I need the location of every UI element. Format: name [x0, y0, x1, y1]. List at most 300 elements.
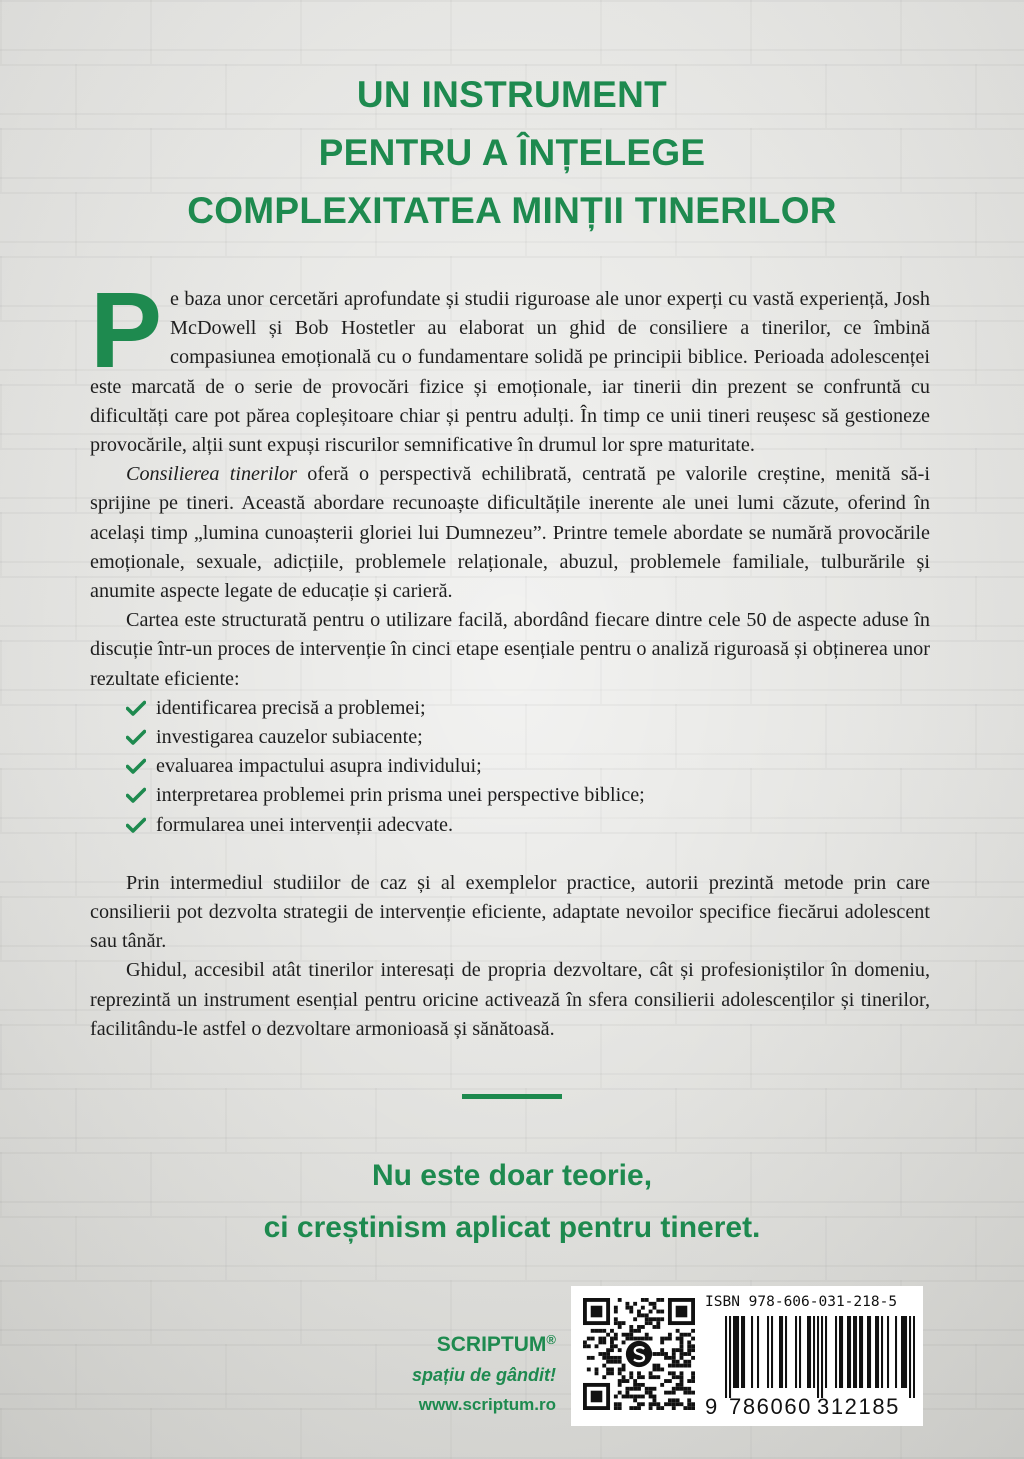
qr-module	[618, 1348, 622, 1352]
mortar-joint	[975, 320, 977, 384]
qr-module	[629, 1337, 633, 1341]
qr-module	[691, 1371, 695, 1375]
qr-module	[587, 1356, 591, 1360]
qr-module	[649, 1337, 653, 1341]
qr-module	[653, 1302, 657, 1306]
barcode-bar	[725, 1316, 727, 1398]
mortar-joint	[0, 768, 2, 832]
mortar-joint	[0, 384, 2, 448]
qr-module	[680, 1337, 684, 1341]
mortar-joint	[975, 960, 977, 1024]
barcode-bar	[905, 1316, 907, 1388]
mortar-joint	[750, 0, 752, 64]
qr-module	[645, 1391, 649, 1395]
qr-module	[625, 1333, 629, 1337]
qr-module	[637, 1371, 641, 1375]
barcode-bar	[887, 1316, 889, 1388]
qr-module	[660, 1340, 664, 1344]
qr-module	[625, 1306, 629, 1310]
qr-module	[649, 1371, 653, 1375]
steps-checklist	[90, 694, 930, 840]
qr-module	[664, 1337, 668, 1341]
barcode-bar	[729, 1316, 731, 1398]
qr-module	[625, 1395, 629, 1399]
mortar-joint	[0, 896, 2, 960]
qr-module	[641, 1402, 645, 1406]
mortar-joint	[75, 960, 77, 1024]
qr-module	[683, 1387, 687, 1391]
qr-module	[660, 1406, 664, 1410]
tagline	[0, 1150, 1024, 1254]
barcode-bar	[821, 1316, 823, 1398]
qr-module	[622, 1321, 626, 1325]
qr-module	[645, 1313, 649, 1317]
tagline-line-1: Nu este doar teorie,	[371, 1159, 653, 1192]
barcode-bar	[847, 1316, 849, 1388]
qr-module	[660, 1352, 664, 1356]
qr-module	[653, 1317, 657, 1321]
publisher-name-text: SCRIPTUM	[436, 1333, 547, 1356]
mortar-joint	[75, 448, 77, 512]
qr-module	[625, 1391, 629, 1395]
publisher-url[interactable]: www.scriptum.ro	[418, 1395, 556, 1414]
qr-module	[656, 1298, 660, 1302]
barcode-bar	[781, 1316, 783, 1388]
qr-module	[660, 1383, 664, 1387]
mortar-joint	[150, 0, 152, 64]
qr-module	[633, 1387, 637, 1391]
mortar-joint	[600, 0, 602, 64]
barcode-bar	[855, 1316, 857, 1388]
qr-module	[598, 1329, 602, 1333]
qr-module	[691, 1348, 695, 1352]
barcode-bar	[901, 1316, 903, 1388]
qr-module	[691, 1379, 695, 1383]
barcode-bar	[913, 1316, 915, 1398]
qr-module	[676, 1337, 680, 1341]
barcode-bar	[807, 1316, 809, 1388]
qr-module	[618, 1360, 622, 1364]
qr-module	[606, 1348, 610, 1352]
qr-module	[687, 1387, 691, 1391]
qr-module	[610, 1348, 614, 1352]
qr-module	[653, 1375, 657, 1379]
qr-module	[687, 1398, 691, 1402]
paragraph-3: Cartea este structurată pentru o utilizare facilă, abordând fiecare dintre cele 50 de aspecte aduse în discuție într-un proces de intervenție în cinci etape esențiale pentru o analiză riguroasă și obținerea unor rezultate eficiente:	[90, 609, 930, 690]
qr-module	[633, 1398, 637, 1402]
qr-module	[641, 1306, 645, 1310]
check-icon	[126, 700, 146, 716]
barcode-bar	[813, 1316, 815, 1388]
qr-module	[637, 1406, 641, 1410]
qr-module	[683, 1391, 687, 1395]
qr-module	[610, 1344, 614, 1348]
qr-module	[598, 1337, 602, 1341]
mortar-joint	[0, 1280, 2, 1344]
qr-module	[618, 1298, 622, 1302]
qr-module	[691, 1344, 695, 1348]
mortar-joint	[75, 576, 77, 640]
qr-module	[672, 1402, 676, 1406]
qr-module	[637, 1395, 641, 1399]
qr-module	[683, 1333, 687, 1337]
qr-module	[583, 1340, 587, 1344]
qr-module	[649, 1302, 653, 1306]
headline-line-3: COMPLEXITATEA MINȚII TINERILOR	[187, 190, 837, 231]
qr-module	[610, 1356, 614, 1360]
qr-module	[672, 1360, 676, 1364]
qr-module	[649, 1402, 653, 1406]
mortar-joint	[0, 1408, 2, 1459]
qr-module	[618, 1379, 622, 1383]
qr-module	[641, 1298, 645, 1302]
qr-module	[618, 1368, 622, 1372]
qr-module	[656, 1310, 660, 1314]
qr-finder	[591, 1306, 603, 1318]
qr-module	[610, 1360, 614, 1364]
qr-module	[691, 1406, 695, 1410]
qr-module	[633, 1337, 637, 1341]
qr-module	[583, 1344, 587, 1348]
qr-module	[595, 1371, 599, 1375]
qr-module	[649, 1317, 653, 1321]
blurb	[90, 269, 930, 1044]
qr-module	[614, 1310, 618, 1314]
barcode-bar	[809, 1316, 811, 1388]
qr-module	[656, 1368, 660, 1372]
qr-module	[591, 1356, 595, 1360]
qr-module	[614, 1402, 618, 1406]
mortar-line	[0, 1280, 1024, 1282]
qr-module	[641, 1313, 645, 1317]
paragraph-2-text: oferă o perspectivă echilibrată, centrată pe valorile creștine, menită să-i sprijine pe tineri. Această abordare recunoaște dificultățile inerente ale unei lumi căzute, oferind în același timp „lumina cunoașterii gloriei lui Dumnezeu”. Printre temele abordate se numără provocările emoționale, sexuale, adicțiile, problemele relaționale, abuzul, problemele familiale, tulburările și anumite aspecte legate de educație și carieră.	[90, 463, 930, 603]
qr-module	[680, 1402, 684, 1406]
qr-module	[668, 1398, 672, 1402]
check-icon	[126, 758, 146, 774]
qr-finder	[676, 1306, 688, 1318]
qr-module	[691, 1337, 695, 1341]
qr-module	[676, 1348, 680, 1352]
qr-module	[672, 1348, 676, 1352]
qr-module	[687, 1391, 691, 1395]
qr-module	[664, 1402, 668, 1406]
list-item-text: investigarea cauzelor subiacente;	[156, 726, 423, 749]
qr-module	[610, 1368, 614, 1372]
qr-module	[625, 1302, 629, 1306]
qr-module	[683, 1364, 687, 1368]
qr-module	[606, 1356, 610, 1360]
qr-module	[614, 1317, 618, 1321]
qr-module	[602, 1352, 606, 1356]
barcode-bar	[751, 1316, 753, 1388]
qr-module	[649, 1375, 653, 1379]
mortar-joint	[825, 1088, 827, 1152]
qr-module	[618, 1371, 622, 1375]
qr-module	[614, 1344, 618, 1348]
qr-module	[680, 1379, 684, 1383]
qr-module	[598, 1352, 602, 1356]
list-item-text: identificarea precisă a problemei;	[156, 696, 426, 719]
qr-module	[672, 1375, 676, 1379]
mortar-line	[0, 256, 1024, 258]
qr-module	[656, 1406, 660, 1410]
qr-module	[629, 1306, 633, 1310]
qr-module	[676, 1360, 680, 1364]
barcode-bar	[735, 1316, 737, 1388]
qr-module	[629, 1325, 633, 1329]
qr-module	[687, 1340, 691, 1344]
qr-module	[645, 1337, 649, 1341]
mortar-line	[0, 0, 1024, 2]
qr-module	[610, 1371, 614, 1375]
qr-module	[691, 1329, 695, 1333]
qr-module	[680, 1352, 684, 1356]
mortar-joint	[975, 832, 977, 896]
barcode-bar	[785, 1316, 787, 1388]
book-title-italic: Consilierea tinerilor	[126, 463, 298, 486]
list-item-text: formularea unei intervenții adecvate.	[156, 813, 454, 836]
barcode-bar	[839, 1316, 841, 1388]
qr-module	[633, 1329, 637, 1333]
registered-mark: ®	[546, 1332, 556, 1347]
mortar-joint	[150, 1280, 152, 1344]
qr-module	[645, 1333, 649, 1337]
qr-module	[653, 1364, 657, 1368]
qr-module	[653, 1306, 657, 1310]
barcode-bar	[841, 1316, 843, 1388]
qr-module	[676, 1402, 680, 1406]
qr-module	[614, 1406, 618, 1410]
qr-module	[672, 1398, 676, 1402]
barcode-bar	[817, 1316, 819, 1398]
qr-module	[641, 1325, 645, 1329]
mortar-joint	[375, 1088, 377, 1152]
mortar-joint	[75, 704, 77, 768]
qr-module	[625, 1337, 629, 1341]
qr-module	[687, 1333, 691, 1337]
barcode-bar	[771, 1316, 773, 1388]
qr-module	[683, 1352, 687, 1356]
qr-module	[676, 1375, 680, 1379]
qr-module	[653, 1387, 657, 1391]
paragraph-4: Prin intermediul studiilor de caz și al exemplelor practice, autorii prezintă metode prin care consilierii pot dezvolta strategii de intervenție eficiente, adaptate nevoilor specifice fiecărui adolescent sau tânăr.	[90, 871, 930, 953]
qr-code	[583, 1298, 695, 1410]
qr-module	[645, 1317, 649, 1321]
qr-module	[602, 1329, 606, 1333]
qr-module	[680, 1371, 684, 1375]
qr-module	[676, 1364, 680, 1368]
qr-module	[672, 1371, 676, 1375]
qr-module	[618, 1391, 622, 1395]
qr-module	[680, 1348, 684, 1352]
tagline-line-2: ci creștinism aplicat pentru tineret.	[263, 1211, 761, 1244]
barcode-bar	[853, 1316, 855, 1388]
spacer	[90, 840, 930, 869]
qr-module	[637, 1387, 641, 1391]
qr-module	[668, 1391, 672, 1395]
qr-module	[606, 1371, 610, 1375]
qr-module	[653, 1395, 657, 1399]
list-item	[126, 694, 930, 723]
qr-module	[672, 1406, 676, 1410]
qr-module	[656, 1375, 660, 1379]
list-item-text: interpretarea problemei prin prisma unei perspective biblice;	[156, 784, 645, 807]
barcode-bar	[909, 1316, 911, 1398]
qr-module	[676, 1387, 680, 1391]
qr-module	[680, 1333, 684, 1337]
qr-module	[591, 1329, 595, 1333]
list-item	[126, 781, 930, 810]
qr-module	[653, 1368, 657, 1372]
headline-line-1: UN INSTRUMENT	[356, 74, 668, 115]
qr-module	[680, 1356, 684, 1360]
qr-module	[606, 1368, 610, 1372]
qr-module	[633, 1395, 637, 1399]
qr-module	[618, 1325, 622, 1329]
mortar-joint	[75, 1088, 77, 1152]
qr-module	[629, 1310, 633, 1314]
qr-module	[672, 1391, 676, 1395]
qr-module	[668, 1356, 672, 1360]
qr-module	[680, 1387, 684, 1391]
qr-module	[672, 1356, 676, 1360]
barcode-bar	[825, 1316, 827, 1388]
qr-module	[629, 1371, 633, 1375]
qr-module	[653, 1402, 657, 1406]
mortar-joint	[975, 704, 977, 768]
barcode-bar	[835, 1316, 837, 1388]
mortar-joint	[225, 1344, 227, 1408]
qr-module	[672, 1352, 676, 1356]
qr-module	[687, 1352, 691, 1356]
barcode-bar	[743, 1316, 745, 1388]
qr-module	[676, 1383, 680, 1387]
qr-module	[660, 1337, 664, 1341]
mortar-joint	[900, 0, 902, 64]
mortar-joint	[975, 1344, 977, 1408]
qr-module	[606, 1333, 610, 1337]
qr-module	[683, 1406, 687, 1410]
mortar-joint	[225, 1088, 227, 1152]
qr-module	[587, 1337, 591, 1341]
qr-module	[656, 1321, 660, 1325]
mortar-joint	[0, 256, 2, 320]
qr-module	[660, 1317, 664, 1321]
check-icon	[126, 729, 146, 745]
qr-module	[656, 1317, 660, 1321]
qr-module	[595, 1368, 599, 1372]
qr-module	[660, 1348, 664, 1352]
ean-left-digits: 786060	[729, 1394, 813, 1419]
qr-module	[614, 1395, 618, 1399]
qr-module	[664, 1379, 668, 1383]
qr-module	[595, 1344, 599, 1348]
barcode-bar	[849, 1316, 851, 1388]
qr-module	[587, 1344, 591, 1348]
qr-module	[687, 1364, 691, 1368]
headline-line-2: PENTRU A ÎNȚELEGE	[318, 132, 706, 173]
qr-module	[618, 1356, 622, 1360]
intro-paragraph	[90, 269, 930, 460]
qr-module	[653, 1352, 657, 1356]
qr-module	[656, 1325, 660, 1329]
barcode-bar	[895, 1316, 897, 1388]
qr-module	[618, 1321, 622, 1325]
check-icon	[126, 817, 146, 833]
qr-module	[656, 1352, 660, 1356]
qr-module	[625, 1387, 629, 1391]
barcode-panel	[571, 1286, 923, 1426]
qr-module	[637, 1310, 641, 1314]
qr-module	[672, 1387, 676, 1391]
ean-digits	[705, 1394, 919, 1420]
publisher-slogan: spațiu de gândit!	[412, 1365, 556, 1385]
qr-module	[633, 1302, 637, 1306]
qr-module	[680, 1344, 684, 1348]
qr-module	[668, 1371, 672, 1375]
qr-module	[649, 1387, 653, 1391]
qr-module	[602, 1356, 606, 1360]
qr-module	[683, 1360, 687, 1364]
qr-module	[602, 1340, 606, 1344]
qr-module	[614, 1321, 618, 1325]
qr-module	[614, 1356, 618, 1360]
qr-module	[598, 1340, 602, 1344]
qr-module	[656, 1402, 660, 1406]
qr-module	[641, 1337, 645, 1341]
qr-module	[622, 1368, 626, 1372]
qr-module	[622, 1375, 626, 1379]
qr-module	[653, 1325, 657, 1329]
qr-module	[649, 1321, 653, 1325]
qr-module	[637, 1337, 641, 1341]
qr-module	[637, 1313, 641, 1317]
qr-module	[660, 1298, 664, 1302]
qr-module	[629, 1395, 633, 1399]
list-item	[126, 723, 930, 752]
qr-module	[687, 1360, 691, 1364]
intro-text: e baza unor cercetări aprofundate și studii riguroase ale unor experți cu vastă experiență, Josh McDowell și Bob Hostetler au elaborat un ghid de consiliere a tinerilor, ce îmbină compasiunea emoțională cu o fundamentare solidă pe principii biblice. Perioada adolescenței este marcată de o serie de provocări fizice și emoționale, iar tinerii din prezent se confruntă cu dificultăți care pot părea copleșitoare chiar și pentru adulți. În timp ce unii tineri reușesc să gestioneze provocările, alții sunt expuși riscurilor semnificative în drumul lor spre maturitate.	[90, 288, 930, 457]
ean-right-digits: 312185	[817, 1394, 901, 1419]
qr-module	[622, 1379, 626, 1383]
qr-module	[637, 1325, 641, 1329]
qr-module	[668, 1333, 672, 1337]
qr-module	[602, 1337, 606, 1341]
qr-module	[649, 1395, 653, 1399]
ean-first-digit: 9	[705, 1394, 718, 1419]
qr-module	[687, 1402, 691, 1406]
qr-module	[668, 1379, 672, 1383]
barcode-bar	[733, 1316, 735, 1388]
qr-module	[622, 1395, 626, 1399]
qr-module	[641, 1395, 645, 1399]
qr-module	[687, 1348, 691, 1352]
qr-module	[618, 1383, 622, 1387]
mortar-joint	[0, 1024, 2, 1088]
qr-module	[645, 1387, 649, 1391]
qr-module	[660, 1310, 664, 1314]
qr-module	[629, 1329, 633, 1333]
qr-module	[614, 1306, 618, 1310]
list-item	[126, 811, 930, 840]
paragraph-5: Ghidul, accesibil atât tinerilor interesați de propria dezvoltare, cât și profesioniștilor în domeniu, reprezintă un instrument esențial pentru oricine activează în sfera consilierii adolescenților și tinerilor, facilitându-le astfel o dezvoltare armonioasă și sănătoasă.	[90, 959, 930, 1040]
mortar-joint	[150, 1408, 152, 1459]
qr-module	[680, 1375, 684, 1379]
qr-module	[691, 1375, 695, 1379]
qr-module	[622, 1340, 626, 1344]
barcode-bar	[795, 1316, 797, 1388]
mortar-joint	[75, 832, 77, 896]
